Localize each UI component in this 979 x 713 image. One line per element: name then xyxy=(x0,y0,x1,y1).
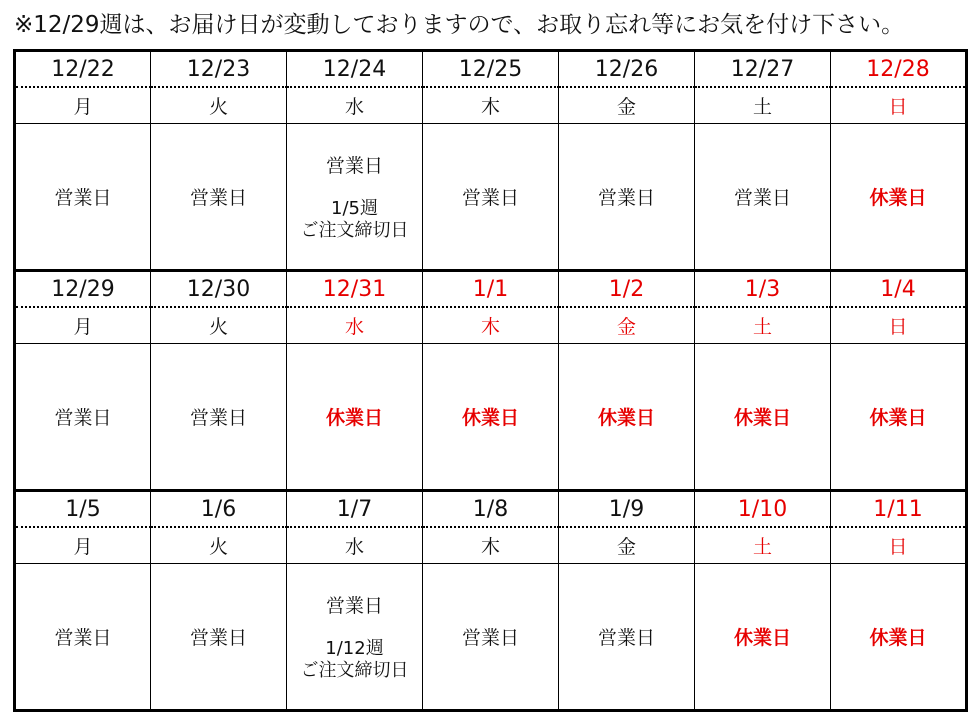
date-row xyxy=(15,51,967,88)
weekday-cell: 水 xyxy=(287,307,423,344)
date-cell: 12/24 xyxy=(287,51,423,88)
business-day-label: 営業日 xyxy=(325,155,383,177)
business-day-label: 営業日 xyxy=(54,627,112,649)
date-cell: 1/1 xyxy=(423,271,559,308)
status-cell xyxy=(287,344,423,491)
status-cell xyxy=(151,564,287,711)
weekday-cell: 木 xyxy=(423,307,559,344)
status-cell xyxy=(695,124,831,271)
status-cell xyxy=(15,344,151,491)
date-cell: 12/23 xyxy=(151,51,287,88)
status-cell xyxy=(287,564,423,711)
date-cell: 12/27 xyxy=(695,51,831,88)
status-row xyxy=(15,564,967,711)
status-cell xyxy=(831,124,967,271)
date-row xyxy=(15,271,967,308)
weekday-cell: 日 xyxy=(831,527,967,564)
weekday-cell: 火 xyxy=(151,527,287,564)
date-cell: 12/25 xyxy=(423,51,559,88)
date-cell: 1/9 xyxy=(559,491,695,528)
closed-day-label: 休業日 xyxy=(325,407,383,429)
date-row xyxy=(15,491,967,528)
closed-day-label: 休業日 xyxy=(869,187,927,209)
date-cell: 1/7 xyxy=(287,491,423,528)
date-cell: 12/22 xyxy=(15,51,151,88)
status-cell xyxy=(423,564,559,711)
date-cell: 1/6 xyxy=(151,491,287,528)
closed-day-label: 休業日 xyxy=(869,627,927,649)
date-cell: 12/28 xyxy=(831,51,967,88)
closed-day-label: 休業日 xyxy=(733,407,791,429)
status-cell xyxy=(695,344,831,491)
weekday-cell: 土 xyxy=(695,307,831,344)
weekday-cell: 水 xyxy=(287,527,423,564)
business-day-label: 営業日 xyxy=(54,187,112,209)
status-cell xyxy=(151,124,287,271)
weekday-row xyxy=(15,527,967,564)
status-cell xyxy=(695,564,831,711)
date-cell: 12/26 xyxy=(559,51,695,88)
weekday-cell: 日 xyxy=(831,307,967,344)
date-cell: 1/8 xyxy=(423,491,559,528)
status-cell xyxy=(15,124,151,271)
date-cell: 1/10 xyxy=(695,491,831,528)
status-row xyxy=(15,124,967,271)
business-day-label: 営業日 xyxy=(733,187,791,209)
calendar-notice: ※12/29週は、お届け日が変動しておりますので、お取り忘れ等にお気を付け下さい。 xyxy=(14,12,905,38)
status-row xyxy=(15,344,967,491)
business-day-label: 営業日 xyxy=(325,595,383,617)
weekday-row xyxy=(15,307,967,344)
status-cell xyxy=(423,124,559,271)
weekday-cell: 火 xyxy=(151,307,287,344)
weekday-cell: 土 xyxy=(695,87,831,124)
business-day-label: 営業日 xyxy=(189,627,247,649)
status-cell xyxy=(831,344,967,491)
weekday-cell: 木 xyxy=(423,87,559,124)
weekday-cell: 金 xyxy=(559,527,695,564)
date-cell: 1/3 xyxy=(695,271,831,308)
business-day-label: 営業日 xyxy=(189,187,247,209)
order-week-note: 1/5週 xyxy=(331,198,378,219)
date-cell: 12/29 xyxy=(15,271,151,308)
status-cell xyxy=(559,344,695,491)
calendar-body xyxy=(15,51,967,711)
date-cell: 1/4 xyxy=(831,271,967,308)
order-deadline-note: ご注文締切日 xyxy=(300,220,409,241)
business-day-label: 営業日 xyxy=(461,187,519,209)
closed-day-label: 休業日 xyxy=(597,407,655,429)
weekday-cell: 月 xyxy=(15,87,151,124)
weekday-cell: 土 xyxy=(695,527,831,564)
status-cell xyxy=(559,564,695,711)
weekday-cell: 月 xyxy=(15,307,151,344)
business-day-label: 営業日 xyxy=(461,627,519,649)
business-day-label: 営業日 xyxy=(189,407,247,429)
business-day-label: 営業日 xyxy=(597,187,655,209)
status-cell xyxy=(423,344,559,491)
status-cell xyxy=(831,564,967,711)
weekday-cell: 金 xyxy=(559,307,695,344)
business-day-label: 営業日 xyxy=(54,407,112,429)
status-cell xyxy=(151,344,287,491)
weekday-cell: 月 xyxy=(15,527,151,564)
status-cell xyxy=(559,124,695,271)
weekday-cell: 木 xyxy=(423,527,559,564)
closed-day-label: 休業日 xyxy=(869,407,927,429)
date-cell: 12/31 xyxy=(287,271,423,308)
order-deadline-note: ご注文締切日 xyxy=(300,660,409,681)
business-calendar xyxy=(13,49,968,712)
date-cell: 1/11 xyxy=(831,491,967,528)
closed-day-label: 休業日 xyxy=(461,407,519,429)
closed-day-label: 休業日 xyxy=(733,627,791,649)
date-cell: 1/5 xyxy=(15,491,151,528)
weekday-cell: 金 xyxy=(559,87,695,124)
order-week-note: 1/12週 xyxy=(325,638,384,659)
weekday-cell: 日 xyxy=(831,87,967,124)
status-cell xyxy=(287,124,423,271)
weekday-cell: 火 xyxy=(151,87,287,124)
business-day-label: 営業日 xyxy=(597,627,655,649)
weekday-cell: 水 xyxy=(287,87,423,124)
status-cell xyxy=(15,564,151,711)
date-cell: 12/30 xyxy=(151,271,287,308)
weekday-row xyxy=(15,87,967,124)
date-cell: 1/2 xyxy=(559,271,695,308)
